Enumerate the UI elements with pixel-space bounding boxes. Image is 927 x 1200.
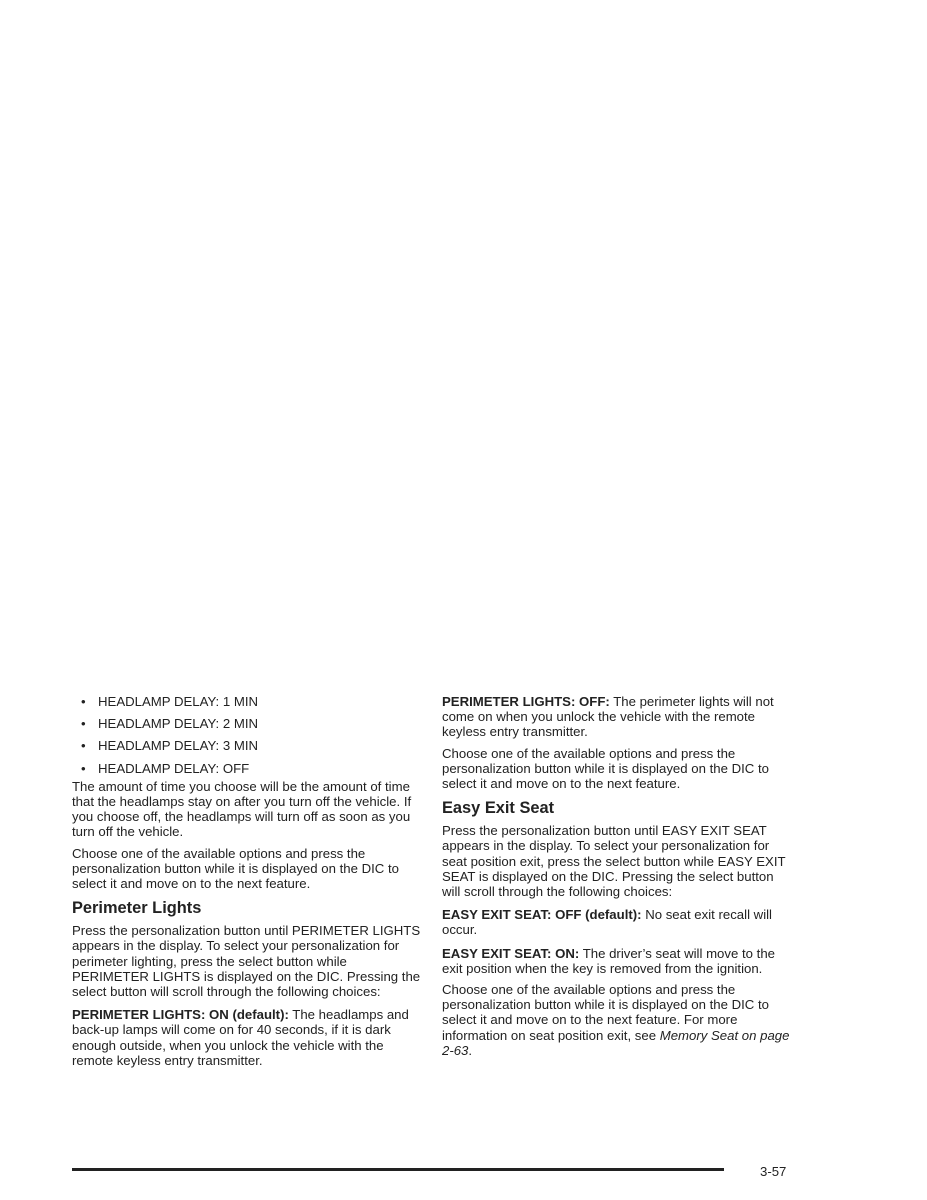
bullet-icon: •	[81, 738, 86, 754]
list-item: • HEADLAMP DELAY: OFF	[81, 760, 250, 776]
easy-exit-seat-on-option	[442, 946, 794, 976]
bullet-icon: •	[81, 716, 86, 732]
option-description: The driver’s seat will move to the exit position when the key is removed from the ignition.	[442, 945, 775, 976]
list-item: • HEADLAMP DELAY: 2 MIN	[81, 716, 259, 732]
easy-exit-seat-heading: Easy Exit Seat	[442, 799, 555, 818]
choose-option-paragraph: Choose one of the available options and press the personalization button while it is displayed on the DIC to select it and move on to the next feature.	[442, 745, 769, 792]
headlamp-delay-paragraph: The amount of time you choose will be the amount of time that the headlamps stay on after you turn off the vehicle. If you choose off, the headlamps will turn off as soon as you turn off the vehicle.	[72, 778, 412, 840]
choose-option-closing-paragraph: Choose one of the available options and press the personalization button while it is displayed on the DIC to select it and move on to the next feature. For more information on seat position exit, see Memory Seat on page 2-63.	[442, 982, 790, 1058]
list-item: • HEADLAMP DELAY: 3 MIN	[81, 738, 259, 754]
page-number: 3-57	[760, 1164, 787, 1179]
bullet-icon: •	[81, 760, 86, 776]
option-label: PERIMETER LIGHTS: OFF:	[442, 694, 610, 709]
perimeter-lights-off-option	[442, 694, 794, 740]
headlamp-delay-list	[72, 694, 422, 776]
list-item: • HEADLAMP DELAY: 1 MIN	[81, 694, 259, 709]
option-description: The headlamps and back-up lamps will come on for 40 seconds, if it is dark enough outside, when you unlock the vehicle with the remote keyless entry transmitter.	[72, 1007, 409, 1068]
option-description: No seat exit recall will occur.	[442, 907, 772, 938]
left-column	[72, 694, 422, 1074]
right-column	[442, 694, 794, 1064]
perimeter-lights-on-option	[72, 1007, 422, 1068]
easy-exit-seat-intro: Press the personalization button until EASY EXIT SEAT appears in the display. To select your personalization for seat position exit, press the select button while EASY EXIT SEAT is displayed on the DIC. Pressing the select button will scroll through the following choices:	[442, 823, 786, 900]
choose-option-paragraph: Choose one of the available options and press the personalization button while it is displayed on the DIC to select it and move on to the next feature.	[72, 845, 399, 892]
option-label: PERIMETER LIGHTS: ON (default):	[72, 1007, 289, 1023]
option-label: EASY EXIT SEAT: ON:	[442, 945, 580, 961]
bullet-icon: •	[81, 694, 86, 709]
easy-exit-seat-off-option	[442, 907, 794, 937]
option-description: The perimeter lights will not come on when you unlock the vehicle with the remote keyless entry transmitter.	[442, 694, 774, 740]
option-label: EASY EXIT SEAT: OFF (default):	[442, 907, 642, 923]
footer-rule	[72, 1168, 724, 1171]
perimeter-lights-heading: Perimeter Lights	[72, 899, 202, 918]
perimeter-lights-intro: Press the personalization button until PERIMETER LIGHTS appears in the display. To select your personalization for perimeter lighting, press the select button while PERIMETER LIGHTS is displayed on the DIC. Pressing the select button will scroll through the following choices:	[72, 923, 421, 1000]
memory-seat-reference-link[interactable]: Memory Seat on page 2-63	[442, 1027, 790, 1058]
